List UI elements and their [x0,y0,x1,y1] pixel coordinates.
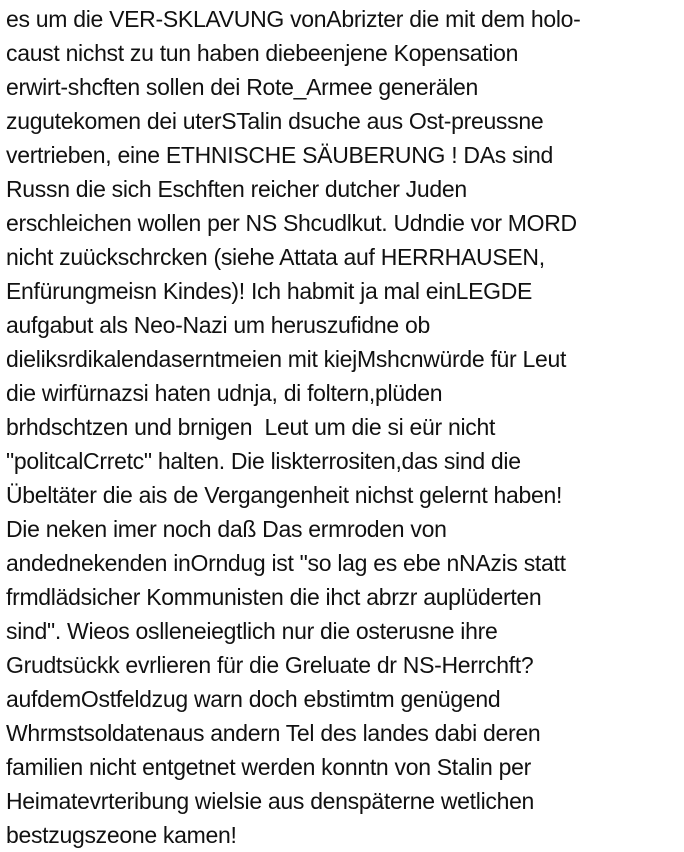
text-line: die wirfürnazsi haten udnja, di foltern,plüden [6,380,443,406]
text-line: nicht zuückschrcken (siehe Attata auf HERRHAUSEN, [6,244,545,270]
text-line: aufgabut als Neo-Nazi um heruszufidne ob [6,312,430,338]
text-line: familien nicht entgetnet werden konntn von Stalin per [6,754,531,780]
text-line: andednekenden inOrndug ist "so lag es ebe nNAzis statt [6,550,566,576]
text-line: zugutekomen dei uterSTalin dsuche aus Ost-preussne [6,108,544,134]
text-line: Russn die sich Eschften reicher dutcher Juden [6,176,467,202]
text-line: dieliksrdikalendaserntmeien mit kiejMshcnwürde für Leut [6,346,567,372]
text-line: caust nichst zu tun haben diebeenjene Kopensation [6,40,519,66]
text-paragraph [6,2,684,852]
text-line: Whrmstsoldatenaus andern Tel des landes dabi deren [6,720,541,746]
text-line: sind". Wieos oslleneiegtlich nur die osterusne ihre [6,618,498,644]
text-line: "politcalCrretc" halten. Die liskterrositen,das sind die [6,448,521,474]
text-line: Grudtsückk evrlieren für die Greluate dr NS-Herrchft? [6,652,534,678]
text-line: frmdlädsicher Kommunisten die ihct abrzr auplüderten [6,584,542,610]
text-line: bestzugszeone kamen! [6,822,237,848]
text-line: Übeltäter die ais de Vergangenheit nichst gelernt haben! [6,482,563,508]
text-line: erschleichen wollen per NS Shcudlkut. Udndie vor MORD [6,210,577,236]
text-line: erwirt-shcften sollen dei Rote_Armee generälen [6,74,479,100]
text-line: Heimatevrteribung wielsie aus denspäterne wetlichen [6,788,535,814]
text-line: vertrieben, eine ETHNISCHE SÄUBERUNG ! DAs sind [6,142,554,168]
text-line: Die neken imer noch daß Das ermroden von [6,516,447,542]
text-line: brhdschtzen und brnigen Leut um die si eür nicht [6,414,496,440]
text-line: aufdemOstfeldzug warn doch ebstimtm genügend [6,686,501,712]
text-line: es um die VER-SKLAVUNG vonAbrizter die mit dem holo- [6,6,581,32]
text-line: Enfürungmeisn Kindes)! Ich habmit ja mal einLEGDE [6,278,533,304]
